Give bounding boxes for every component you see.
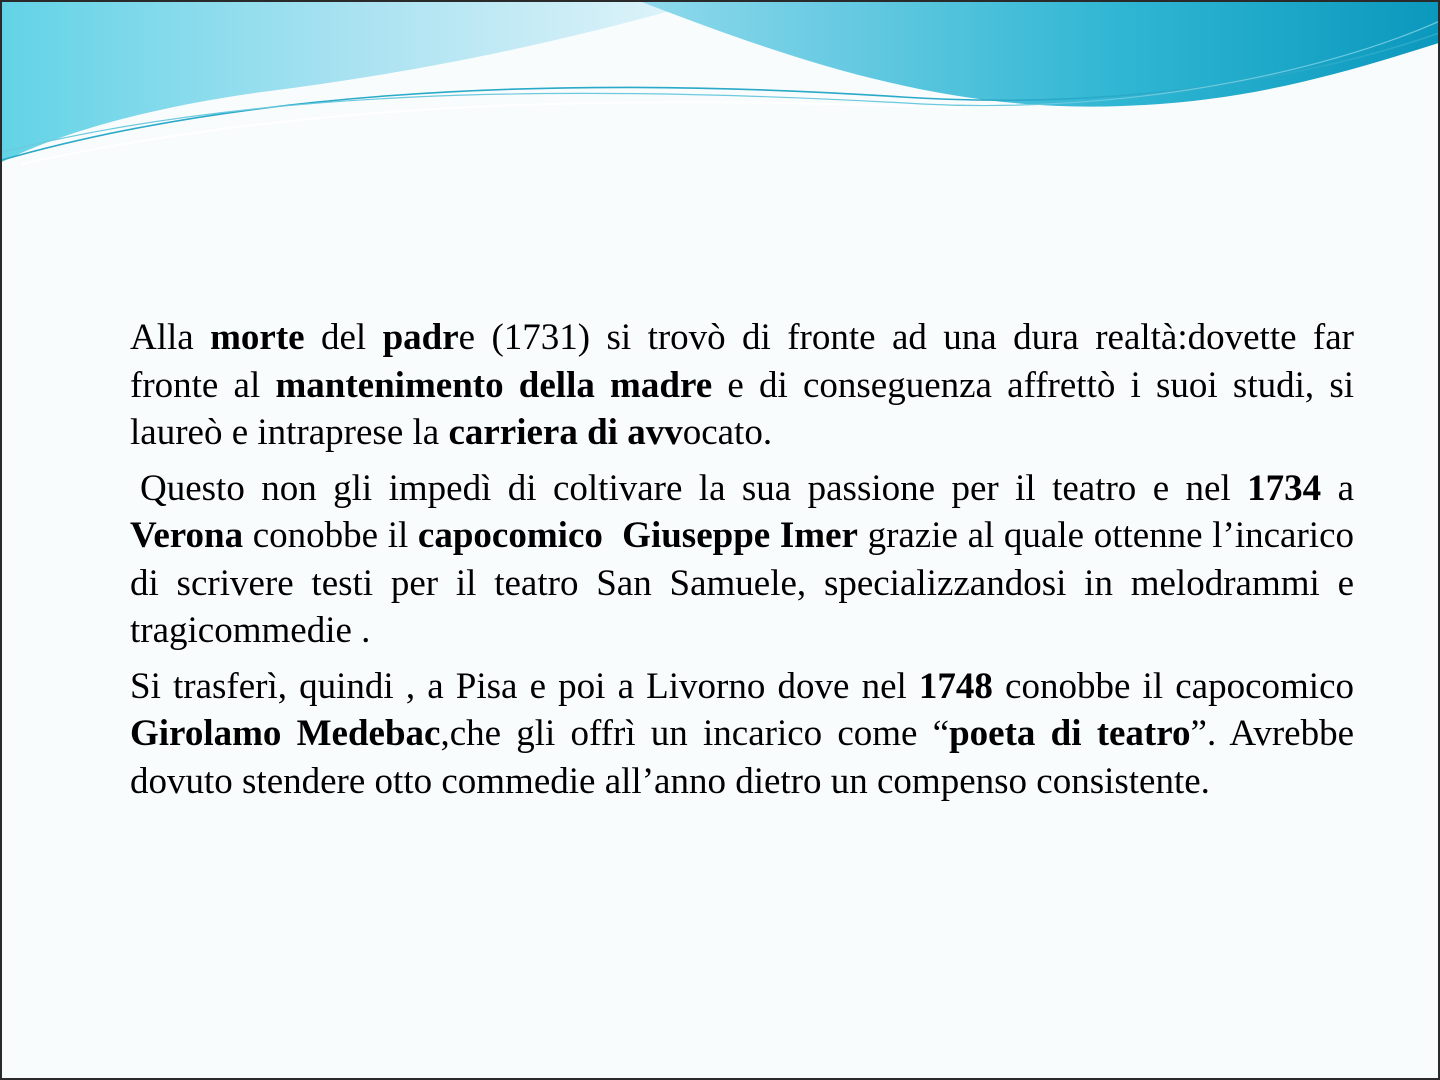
text-run: conobbe il <box>243 515 418 556</box>
bold-run: morte <box>210 317 305 358</box>
wave-band-right <box>642 2 1440 107</box>
text-run: del <box>304 317 383 358</box>
body-text <box>130 314 1354 813</box>
wave-line-3 <box>22 102 962 164</box>
text-run: ,che gli offrì un incarico come “ <box>440 713 950 754</box>
text-run: a <box>1321 467 1354 509</box>
text-run: Alla <box>130 317 211 358</box>
text-run: ocato. <box>682 412 773 453</box>
paragraph-2 <box>130 465 1354 655</box>
bold-run: 1748 <box>918 665 993 707</box>
text-run: e (1731) si trovò di fronte ad una dura realtà:dovette far fronte al <box>130 317 1354 406</box>
bold-run: v <box>664 412 683 453</box>
text-run: ”. Avrebbe dovuto stendere otto commedie all’anno dietro un compenso consistente. <box>130 713 1354 802</box>
paragraph-3 <box>130 663 1354 806</box>
bold-run: poeta di teatro <box>949 713 1191 754</box>
bold-run: carriera di av <box>448 412 665 453</box>
text-run: e di conseguenza affrettò i suoi studi, si laureò e intraprese la <box>130 364 1355 453</box>
bold-run: padr <box>382 317 459 358</box>
bold-run: Verona <box>130 515 244 556</box>
text-run: grazie al quale ottenne l’incarico di scrivere testi per il teatro San Samuele, specializzandosi in melodrammi e tragicommedie . <box>130 515 1355 651</box>
text-run: Si trasferì, quindi , a Pisa e poi a Livorno dove nel <box>130 665 919 707</box>
header-wave-decoration <box>2 2 1440 182</box>
paragraph-1 <box>130 314 1354 457</box>
bold-run: Girolamo Medebac <box>130 713 441 754</box>
text-run: Questo non gli impedì di coltivare la sua passione per il teatro e nel <box>140 467 1248 509</box>
wave-band-left <box>2 2 702 162</box>
bold-run: mantenimento della madre <box>275 364 713 406</box>
text-run: conobbe il capocomico <box>992 665 1354 707</box>
bold-run: 1734 <box>1247 467 1322 509</box>
bold-run: capocomico Giuseppe Imer <box>417 515 858 556</box>
